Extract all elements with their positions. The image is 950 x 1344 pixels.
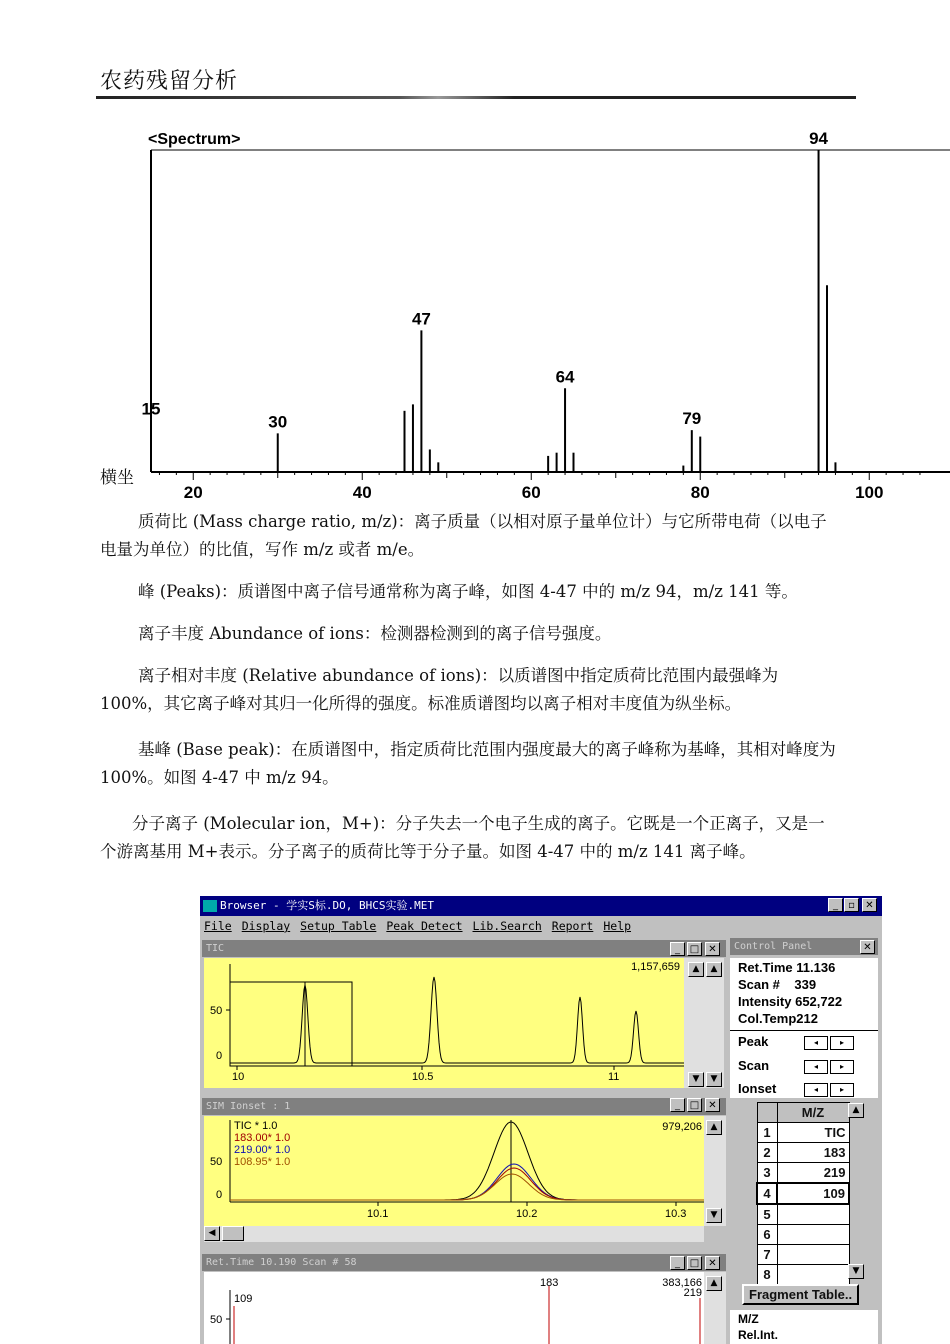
ret-time-label: Ret.Time xyxy=(738,960,793,975)
mz-row[interactable]: 8 xyxy=(757,1265,849,1285)
col-temp-row xyxy=(738,1011,818,1026)
sim-minimize-button[interactable]: _ xyxy=(670,1098,685,1112)
rt-spectrum-chart xyxy=(204,1272,704,1344)
mz-header: M/Z xyxy=(777,1103,849,1123)
tic-scroll-up-a[interactable]: ▲ xyxy=(688,962,704,977)
scan-prev-button[interactable]: ◂ xyxy=(804,1060,828,1074)
mz-row[interactable]: 1 TIC xyxy=(757,1123,849,1143)
sim-x-label-3: 10.3 xyxy=(665,1208,687,1220)
ionset-nav-label: Ionset xyxy=(738,1081,777,1096)
spectrum-peak-label-79: 79 xyxy=(682,409,702,429)
menu-lib-search[interactable]: Lib.Search xyxy=(472,919,542,933)
para-base-peak: 基峰 (Base peak)：在质谱图中，指定质荷比范围内强度最大的离子峰称为基峰，其相对峰度为 100%。如图 4-47 中 m/z 94。 xyxy=(100,740,836,787)
sim-trace-tic xyxy=(230,1122,704,1200)
sim-restore-button[interactable]: □ xyxy=(687,1098,702,1112)
control-panel-close-button[interactable]: ✕ xyxy=(860,940,875,954)
peak-nav-label: Peak xyxy=(738,1034,769,1049)
page-header-title: 农药残留分析 xyxy=(100,69,239,94)
spectrum-x-tick-label-20: 20 xyxy=(183,483,203,502)
menu-report[interactable]: Report xyxy=(551,919,594,933)
tic-minimize-button[interactable]: _ xyxy=(670,942,685,956)
tic-y50-label: 50 xyxy=(210,1005,223,1017)
minimize-button[interactable]: _ xyxy=(828,898,843,912)
mz-row-selected[interactable]: 4 109 xyxy=(757,1183,849,1204)
tic-close-button[interactable]: ✕ xyxy=(705,942,720,956)
tic-max-label: 1,157,659 xyxy=(631,961,680,973)
spectrum-title: <Spectrum> xyxy=(148,131,241,148)
peak-next-button[interactable]: ▸ xyxy=(830,1036,854,1050)
app-title: Browser - 学实S标.DO, BHCS实验.MET xyxy=(220,899,434,912)
ionset-next-button[interactable]: ▸ xyxy=(830,1083,854,1097)
spectrum-x-tick-label-60: 60 xyxy=(521,483,541,502)
sim-trace-183 xyxy=(230,1168,704,1200)
tic-y0-label: 0 xyxy=(216,1050,223,1062)
scan-value: 339 xyxy=(794,977,817,992)
app-icon xyxy=(203,900,217,912)
col-temp-value: 212 xyxy=(796,1011,818,1026)
rt-peak-label-109: 109 xyxy=(234,1293,253,1305)
mz-row[interactable]: 5 xyxy=(757,1204,849,1225)
rt-restore-button[interactable]: □ xyxy=(687,1256,702,1270)
tic-pane-titlebar: TIC xyxy=(202,940,726,957)
spectrum-peak-label-15: 15 xyxy=(141,399,161,419)
close-button[interactable]: ✕ xyxy=(862,898,877,912)
sim-hscrollbar[interactable] xyxy=(204,1226,704,1242)
control-panel-titlebar: Control Panel xyxy=(730,938,878,955)
rt-max-label: 383,166 xyxy=(662,1277,702,1289)
menu-bar xyxy=(200,916,882,936)
para-peaks: 峰 (Peaks)：质谱图中离子信号通常称为离子峰，如图 4-47 中的 m/z 94，m/z 141 等。 xyxy=(138,582,798,601)
spectrum-x-tick-label-80: 80 xyxy=(690,483,710,502)
sim-scroll-up[interactable]: ▲ xyxy=(706,1120,722,1135)
ionset-prev-button[interactable]: ◂ xyxy=(804,1083,828,1097)
scan-nav-label: Scan xyxy=(738,1058,770,1073)
control-panel xyxy=(730,958,878,1098)
restore-button[interactable]: ▫ xyxy=(844,898,859,912)
rt-pane-titlebar: Ret.Time 10.190 Scan # 58 xyxy=(202,1254,726,1271)
intensity-value: 652,722 xyxy=(795,994,843,1009)
mz-info-label: M/Z xyxy=(738,1312,759,1326)
scan-next-button[interactable]: ▸ xyxy=(830,1060,854,1074)
scan-label: Scan # xyxy=(738,977,780,992)
fragment-table-button[interactable]: Fragment Table.. xyxy=(742,1284,859,1305)
rt-peak-label-219: 219 xyxy=(683,1287,702,1299)
rt-close-button[interactable]: ✕ xyxy=(705,1256,720,1270)
sim-legend-219: 219.00* 1.0 xyxy=(234,1144,291,1156)
rt-peak-label-183: 183 xyxy=(540,1277,559,1289)
sim-scroll-down[interactable]: ▼ xyxy=(706,1208,722,1223)
sim-x-label-1: 10.1 xyxy=(367,1208,389,1220)
browser-app-window xyxy=(200,896,882,1344)
sim-legend-tic: TIC * 1.0 xyxy=(234,1120,278,1132)
sim-chart xyxy=(204,1116,704,1226)
tic-restore-button[interactable]: □ xyxy=(687,942,702,956)
peak-prev-button[interactable]: ◂ xyxy=(804,1036,828,1050)
spectrum-peak-label-94: 94 xyxy=(809,129,829,148)
tic-x-label-3: 11 xyxy=(608,1071,620,1083)
rt-plot-area xyxy=(204,1272,704,1344)
sim-x-label-2: 10.2 xyxy=(516,1208,538,1220)
spectrum-peak-label-30: 30 xyxy=(268,412,288,432)
sim-legend-109: 108.95* 1.0 xyxy=(234,1156,291,1168)
para-abundance: 离子丰度 Abundance of ions：检测器检测到的离子信号强度。 xyxy=(138,624,612,643)
sim-plot-area xyxy=(204,1116,704,1226)
peak-nav-buttons xyxy=(804,1036,854,1050)
sim-y50-label: 50 xyxy=(210,1156,223,1168)
spectrum-x-tick-label-100: 100 xyxy=(855,483,884,502)
relint-info-label: Rel.Int. xyxy=(738,1328,779,1342)
col-temp-label: Col.Temp xyxy=(738,1011,797,1026)
menu-file[interactable]: File xyxy=(204,919,232,933)
mz-row[interactable]: 6 xyxy=(757,1225,849,1245)
menu-display[interactable]: Display xyxy=(241,919,291,933)
scan-nav-buttons xyxy=(804,1060,854,1074)
spectrum-peak-label-47: 47 xyxy=(411,309,431,329)
sim-legend-183: 183.00* 1.0 xyxy=(234,1132,291,1144)
tic-chart xyxy=(204,958,684,1088)
ret-time-row xyxy=(738,960,835,975)
fragment-info xyxy=(730,1310,878,1344)
menu-setup-table[interactable]: Setup Table xyxy=(300,919,377,933)
sim-y0-label: 0 xyxy=(216,1189,223,1201)
ionset-nav-buttons xyxy=(804,1083,854,1097)
spectrum-side-label: 横坐 xyxy=(100,468,134,488)
rt-scroll-up[interactable]: ▲ xyxy=(706,1276,722,1291)
sim-max-label: 979,206 xyxy=(662,1121,702,1133)
scan-row xyxy=(738,977,816,992)
sim-trace-109 xyxy=(230,1174,704,1200)
sim-scroll-thumb[interactable] xyxy=(222,1226,244,1241)
mz-scroll-down[interactable]: ▼ xyxy=(848,1264,864,1279)
tic-x-label-2: 10.5 xyxy=(412,1071,434,1083)
sim-scroll-left[interactable]: ◀ xyxy=(204,1226,220,1241)
mz-table xyxy=(756,1102,850,1285)
para-mass-charge-ratio: 质荷比 (Mass charge ratio, m/z)：离子质量（以相对原子量单位计）与它所带电荷（以电子电量为单位）的比值，写作 m/z 或者 m/e。 xyxy=(100,512,827,559)
spectrum-x-tick-label-40: 40 xyxy=(352,483,372,502)
para-molecular-ion: 分子离子 (Molecular ion，M+)：分子失去一个电子生成的离子。它既是一个正离子，又是一个游离基用 M+表示。分子离子的质荷比等于分子量。如图 4-47 中的 m/z 141 离子峰。 xyxy=(100,814,825,861)
tic-scroll-down-b[interactable]: ▼ xyxy=(706,1072,722,1087)
tic-plot-area xyxy=(204,958,684,1088)
para-relative-abundance: 离子相对丰度 (Relative abundance of ions)：以质谱图中指定质荷比范围内最强峰为100%，其它离子峰对其归一化所得的强度。标准质谱图均以离子相对丰度值为纵坐标。 xyxy=(100,666,779,713)
menu-help[interactable]: Help xyxy=(603,919,632,933)
tic-zoom-box xyxy=(230,982,352,1066)
app-titlebar xyxy=(200,896,882,916)
sim-pane-titlebar: SIM Ionset : 1 xyxy=(202,1098,726,1115)
ret-time-value: 11.136 xyxy=(796,960,836,975)
menu-peak-detect[interactable]: Peak Detect xyxy=(386,919,463,933)
mz-row[interactable]: 3 219 xyxy=(757,1163,849,1184)
sim-close-button[interactable]: ✕ xyxy=(705,1098,720,1112)
mz-row[interactable]: 7 xyxy=(757,1245,849,1265)
tic-x-label-1: 10 xyxy=(232,1071,245,1083)
mz-row[interactable]: 2 183 xyxy=(757,1143,849,1163)
spectrum-peak-label-64: 64 xyxy=(555,367,575,387)
tic-scroll-up-b[interactable]: ▲ xyxy=(706,962,722,977)
mass-spectrum-chart xyxy=(140,120,950,510)
tic-scroll-down-a[interactable]: ▼ xyxy=(688,1072,704,1087)
intensity-label: Intensity xyxy=(738,994,792,1009)
rt-minimize-button[interactable]: _ xyxy=(670,1256,685,1270)
sim-trace-219 xyxy=(230,1164,704,1200)
tic-trace xyxy=(230,977,684,1063)
intensity-row xyxy=(738,994,842,1009)
header-rule xyxy=(96,96,856,99)
rt-y50-label: 50 xyxy=(210,1314,223,1326)
mz-scroll-up[interactable]: ▲ xyxy=(848,1103,864,1118)
